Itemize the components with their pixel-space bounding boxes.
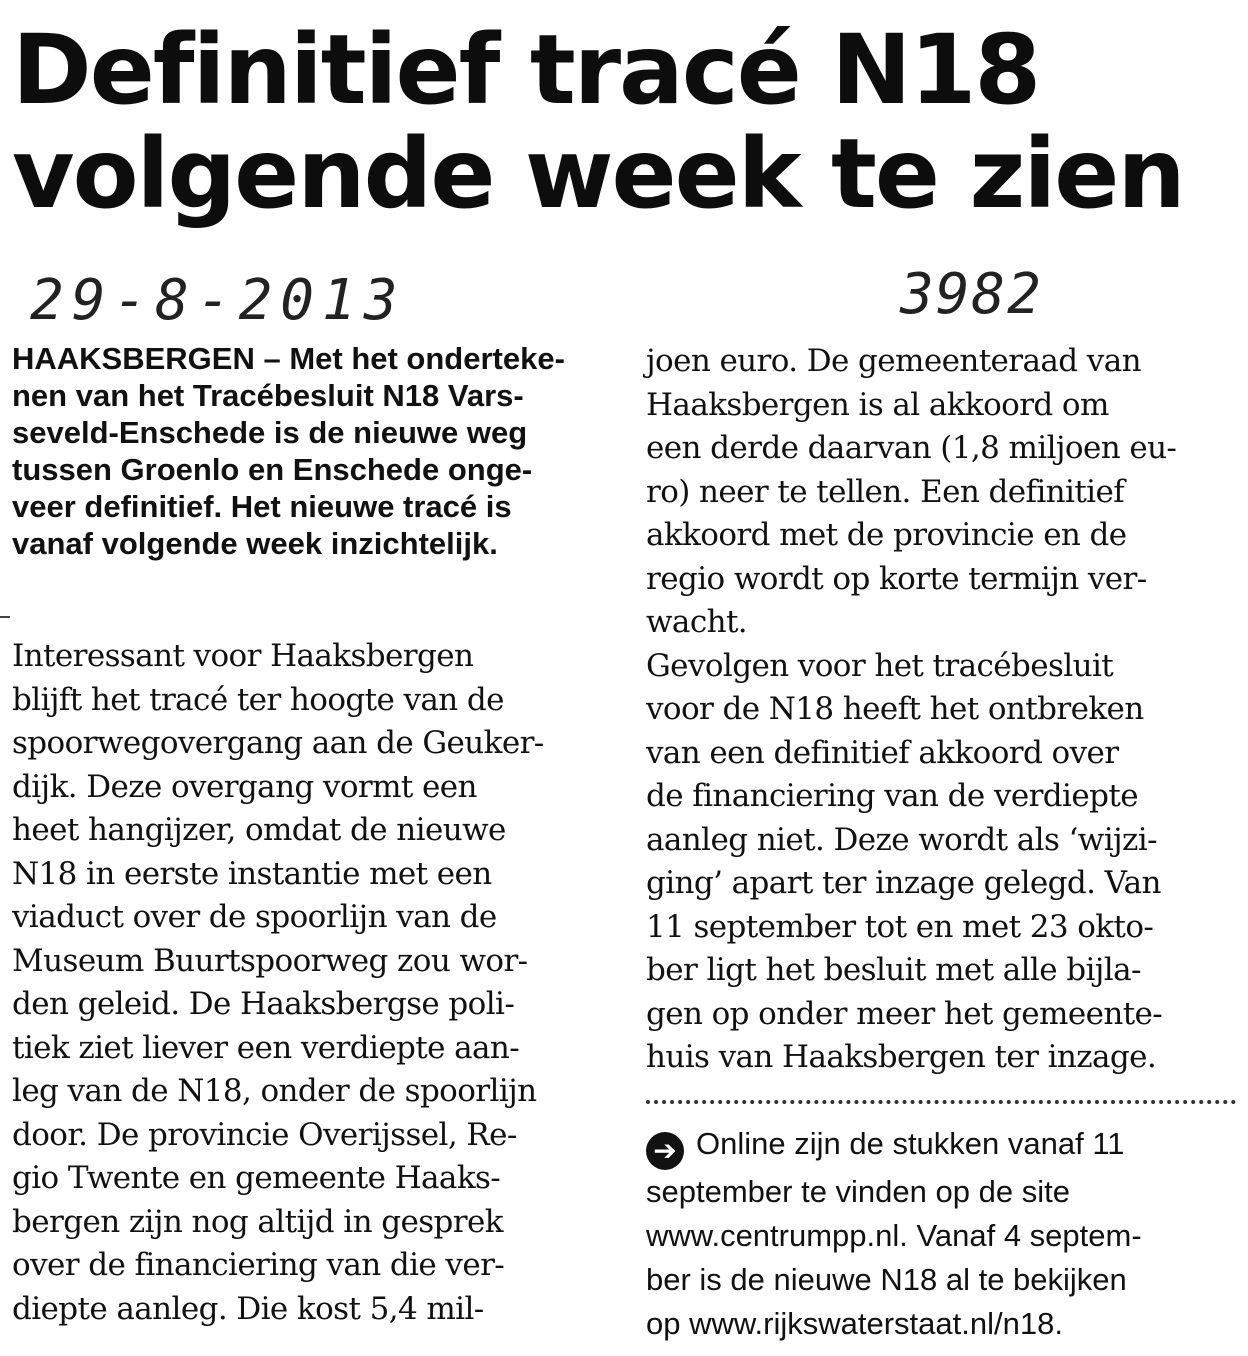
- online-info-box: [646, 1122, 1236, 1346]
- body-line: N18 in eerste instantie met een: [12, 855, 492, 892]
- body-line: Haaksbergen is al akkoord om: [646, 386, 1109, 423]
- handwritten-date: 29-8-2013: [30, 268, 406, 333]
- body-right: [646, 340, 1226, 1080]
- body-left: [12, 635, 602, 1331]
- lead-line: tussen Groenlo en Enschede onge-: [12, 452, 533, 487]
- left-column: [12, 340, 602, 1331]
- box-line: ber is de nieuwe N18 al te bekijken: [646, 1262, 1127, 1297]
- body-line: bergen zijn nog altijd in gesprek: [12, 1203, 503, 1240]
- arrow-right-icon: ➔: [646, 1132, 684, 1170]
- body-line: de financiering van de verdiepte: [646, 778, 1138, 814]
- body-line: joen euro. De gemeenteraad van: [646, 343, 1141, 379]
- body-line: gio Twente en gemeente Haaks-: [12, 1160, 501, 1196]
- body-line: akkoord met de provincie en de: [646, 517, 1127, 553]
- body-line: dijk. Deze overgang vormt een: [12, 768, 477, 805]
- right-column: [646, 340, 1226, 1080]
- body-line: aanleg niet. Deze wordt als ‘wijzi-: [646, 821, 1157, 858]
- body-line: huis van Haaksbergen ter inzage.: [646, 1039, 1157, 1075]
- body-line: diepte aanleg. Die kost 5,4 mil-: [12, 1290, 484, 1327]
- body-line: wacht.: [646, 604, 748, 640]
- body-line: Museum Buurtspoorweg zou wor-: [12, 942, 528, 979]
- body-line: voor de N18 heeft het ontbreken: [646, 691, 1144, 727]
- body-line: heet hangijzer, omdat de nieuwe: [12, 812, 506, 848]
- lead-line: seveld-Enschede is de nieuwe weg: [12, 415, 528, 450]
- body-line: ber ligt het besluit met alle bijla-: [646, 952, 1141, 988]
- headline-line-1: Definitief tracé N18: [12, 14, 1040, 126]
- body-line: blijft het tracé ter hoogte van de: [12, 681, 504, 718]
- lead-paragraph: [12, 340, 602, 562]
- box-line: september te vinden op de site: [646, 1174, 1070, 1209]
- dotted-divider: [646, 1100, 1236, 1104]
- lead-line: veer definitief. Het nieuwe tracé is: [12, 489, 512, 524]
- body-line: Interessant voor Haaksbergen: [12, 638, 474, 674]
- body-line: Gevolgen voor het tracébesluit: [646, 647, 1114, 684]
- headline-line-2: volgende week te zien: [12, 118, 1184, 230]
- body-line: ro) neer te tellen. Een definitief: [646, 473, 1125, 510]
- box-line: op www.rijkswaterstaat.nl/n18.: [646, 1306, 1063, 1341]
- margin-mark: [0, 616, 10, 618]
- body-line: door. De provincie Overijssel, Re-: [12, 1116, 517, 1153]
- body-line: regio wordt op korte termijn ver-: [646, 560, 1147, 597]
- lead-line: vanaf volgende week inzichtelijk.: [12, 526, 498, 561]
- handwritten-number: 3982: [900, 262, 1043, 327]
- box-line-text: Online zijn de stukken vanaf 11: [696, 1126, 1125, 1161]
- lead-line: nen van het Tracébesluit N18 Vars-: [12, 378, 524, 413]
- body-line: spoorwegovergang aan de Geuker-: [12, 725, 544, 761]
- box-line: [646, 1122, 1236, 1170]
- body-line: viaduct over de spoorlijn van de: [12, 899, 497, 935]
- body-line: gen op onder meer het gemeente-: [646, 995, 1163, 1032]
- body-line: over de financiering van die ver-: [12, 1247, 505, 1283]
- headline: [12, 14, 1232, 230]
- box-line: www.centrumpp.nl. Vanaf 4 septem-: [646, 1218, 1142, 1253]
- body-line: tiek ziet liever een verdiepte aan-: [12, 1029, 520, 1066]
- body-line: 11 september tot en met 23 okto-: [646, 908, 1154, 945]
- body-line: een derde daarvan (1,8 miljoen eu-: [646, 430, 1177, 466]
- body-line: van een definitief akkoord over: [646, 734, 1119, 771]
- lead-line: HAAKSBERGEN – Met het onderteke-: [12, 341, 565, 376]
- body-line: den geleid. De Haaksbergse poli-: [12, 986, 515, 1022]
- body-line: ging’ apart ter inzage gelegd. Van: [646, 865, 1161, 901]
- body-line: leg van de N18, onder de spoorlijn: [12, 1073, 537, 1109]
